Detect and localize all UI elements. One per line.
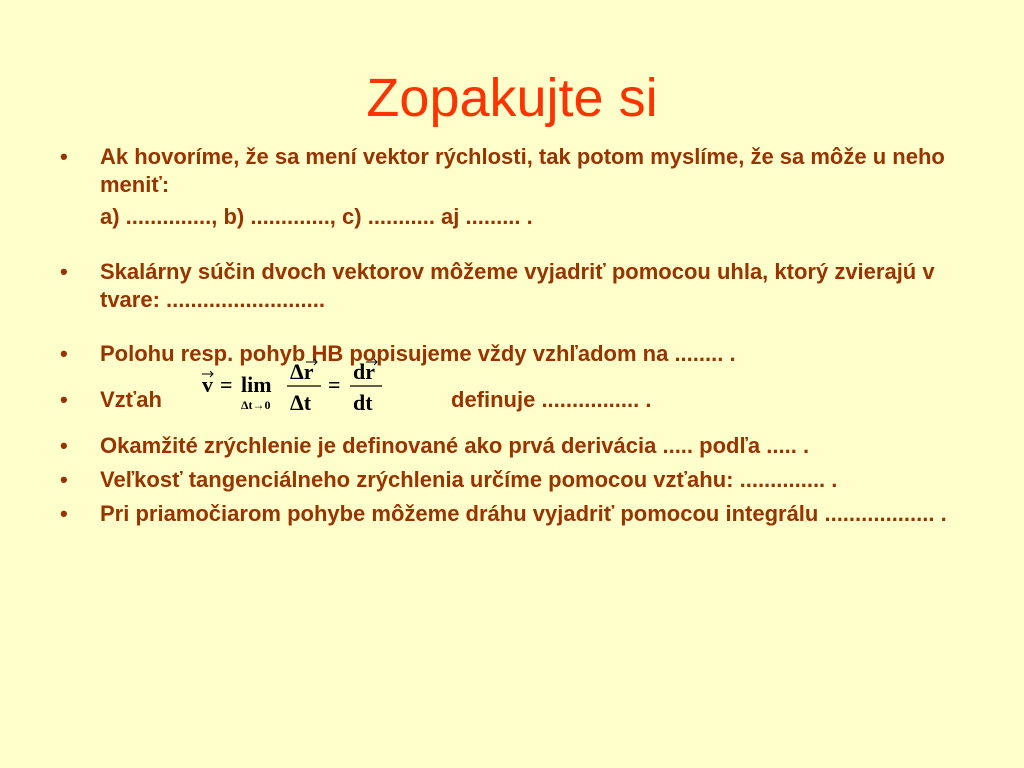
bullet-icon: • — [60, 467, 68, 492]
list-item — [60, 258, 980, 314]
eq-lim-sub: Δt→0 — [241, 398, 271, 412]
list-item — [60, 432, 980, 460]
eq-v: v — [202, 372, 213, 397]
item-text-suffix: definuje ................ . — [451, 387, 652, 412]
bullet-icon: • — [60, 259, 68, 284]
eq-den1: Δt — [290, 390, 312, 415]
eq-sign: = — [220, 372, 233, 397]
velocity-equation — [198, 357, 388, 417]
bullet-icon: • — [60, 501, 68, 526]
bullet-icon: • — [60, 144, 68, 169]
item-text: Veľkosť tangenciálneho zrýchlenia určíme pomocou vzťahu: .............. . — [100, 467, 838, 492]
bullet-list — [60, 143, 980, 528]
eq-sign: = — [328, 372, 341, 397]
list-item — [60, 500, 980, 528]
eq-lim: lim — [241, 372, 272, 397]
item-text: Okamžité zrýchlenie je definované ako prvá derivácia ..... podľa ..... . — [100, 433, 810, 458]
eq-num1: Δr — [290, 359, 314, 384]
slide-title: Zopakujte si — [366, 68, 658, 128]
eq-den2: dt — [353, 390, 373, 415]
item-text: Polohu resp. pohyb HB popisujeme vždy vzhľadom na ........ . — [100, 341, 736, 366]
list-item — [60, 143, 980, 199]
item-text: Skalárny súčin dvoch vektorov môžeme vyjadriť pomocou uhla, ktorý zvierajú v tvare: .......................... — [100, 259, 935, 312]
bullet-icon: • — [60, 387, 68, 412]
list-item — [60, 466, 980, 494]
bullet-icon: • — [60, 433, 68, 458]
eq-num2: dr — [353, 359, 375, 384]
list-item — [60, 359, 980, 432]
item-subtext: a) .............., b) ............., c) ........... aj ......... . — [100, 204, 533, 229]
item-text: Ak hovoríme, že sa mení vektor rýchlosti, tak potom myslíme, že sa môže u neho meniť: — [100, 144, 945, 197]
item-text: Pri priamočiarom pohybe môžeme dráhu vyjadriť pomocou integrálu .................. . — [100, 501, 947, 526]
bullet-icon: • — [60, 341, 68, 366]
item-text: Vzťah — [100, 387, 162, 412]
